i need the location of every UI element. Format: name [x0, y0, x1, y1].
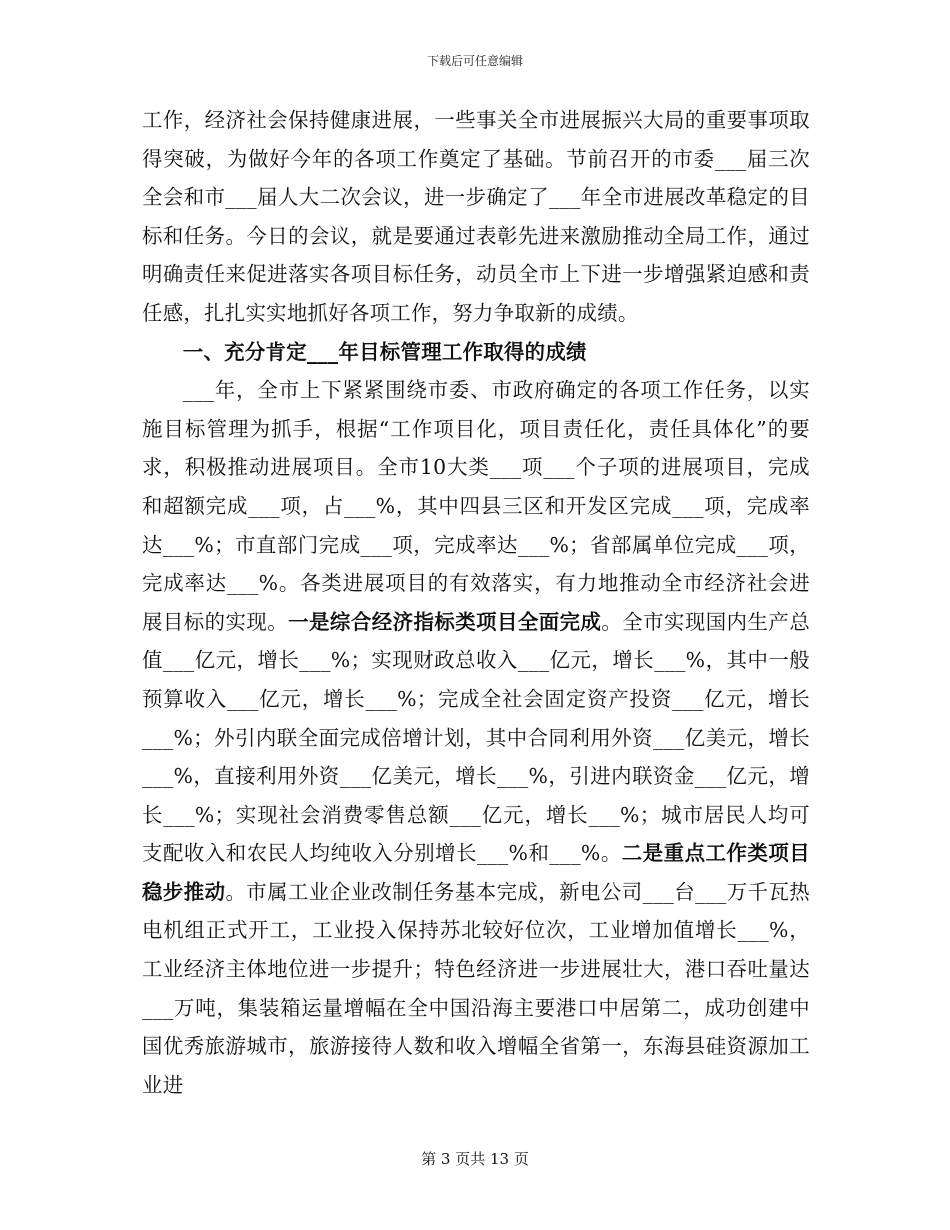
section-heading: 一、充分肯定___年目标管理工作取得的成绩 — [182, 339, 587, 364]
paragraph-achievements — [142, 371, 810, 1104]
paragraph-intro-continued: 工作，经济社会保持健康进展，一些事关全市进展振兴大局的重要事项取得突破，为做好今年的各项工作奠定了基础。节前召开的市委___届三次全会和市___届人大二次会议，进一步确定了___年全市进展改革稳定的目标和任务。今日的会议，就是要通过表彰先进来激励推动全局工作，通过明确责任来促进落实各项目标任务，动员全市上下进一步增强紧迫感和责任感，扎扎实实地抓好各项工作，努力争取新的成绩。 — [142, 108, 810, 325]
bold-point-two: 二是重点工作类项目稳步推动 — [142, 841, 810, 904]
bold-point-one: 一是综合经济指标类项目全面完成 — [288, 609, 602, 634]
page-header-note: 下载后可任意编辑 — [426, 54, 523, 68]
paragraph-text-e: 。市属工业企业改制任务基本完成，新电公司___台___万千瓦热电机组正式开工，工业投入保持苏北较好位次，工业增加值增长___%，工业经济主体地位进一步提升；特色经济进一步进展壮大，港口吞吐量达___万吨，集装箱运量增幅在全中国沿海主要港口中居第二，成功创建中国优秀旅游城市，旅游接待人数和收入增幅全省第一，东海县硅资源加工业进 — [142, 879, 810, 1097]
document-body — [142, 101, 810, 1104]
page-number-footer: 第 3 页共 13 页 — [421, 1150, 529, 1168]
paragraph-text-c: 。全市实现国内生产总值___亿元，增长___%；实现财政总收入___亿元，增长___%，其中一般预算收入___亿元，增长___%；完成全社会固定资产投资___亿元，增长___%；外引内联全面完成倍增计划，其中合同利用外资___亿美元，增长___%，直接利用外资___亿美元，增长___%，引进内联资金___亿元，增长___%；实现社会消费零售总额___亿元，增长___%；城市居民人均可支配收入和农民人均纯收入分别增长___%和___%。 — [142, 609, 811, 866]
paragraph-text-a: ___年，全市上下紧紧围绕市委、市政府确定的各项工作任务，以实施目标管理为抓手，根据“工作项目化，项目责任化，责任具体化”的要求，积极推动进展项目。全市10大类___项___个子项的进展项目，完成和超额完成___项，占___%，其中四县三区和开发区完成___项，完成率达___%；市直部门完成___项，完成率达___%；省部属单位完成___项，完成率达___%。各类进展项目的有效落实，有力地推动全市经济社会进展目标的实现。 — [142, 378, 810, 634]
